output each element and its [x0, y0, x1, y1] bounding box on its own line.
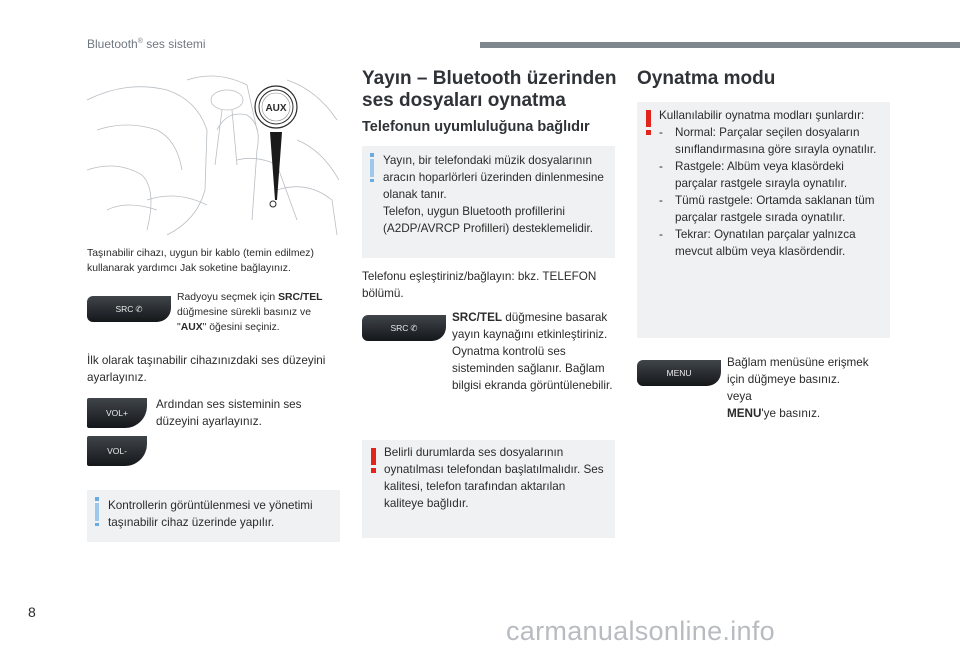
aux-label: AUX [265, 103, 287, 114]
pair-instruction: Telefonu eşleştiriniz/bağlayın: bkz. TELEFON bölümü. [362, 270, 597, 300]
aux-caption: Taşınabilir cihazı, uygun bir kablo (temin edilmez) kullanarak yardımcı Jak soketine bağlayınız. [87, 248, 314, 274]
console-drawing [87, 70, 339, 240]
playback-modes-warning: Kullanılabilir oynatma modları şunlardır: - Normal: Parçalar seçilen dosyaların sınıflandırmasına göre sırayla oynatılır. - Rastgele: Albüm veya klasördeki parçalar rastgele sırayla oynatılır. - Tümü rastgele: Ortamda saklanan tüm parçalar rastgele sırada oynatılır. - Tekrar: Oynatılan parçalar yalnızca mevcut albüm veya klasördendir. [637, 102, 890, 338]
info-note: Kontrollerin görüntülenmesi ve yönetimi taşınabilir cihaz üzerinde yapılır. [87, 490, 340, 542]
page-number: 8 [28, 604, 36, 620]
phone-icon: ✆ [135, 303, 143, 314]
vol-minus-button: VOL- [87, 436, 147, 466]
list-item: - Rastgele: Albüm veya klasördeki parçalar rastgele sırayla oynatılır. [659, 158, 885, 192]
compatibility-subtitle: Telefonun uyumluluğuna bağlıdır [362, 119, 590, 135]
running-header: Bluetooth® ses sistemi [87, 37, 206, 51]
menu-instruction: Bağlam menüsüne erişmek için düğmeye basınız. veya MENU'ye basınız. [727, 356, 869, 420]
info-icon [370, 153, 374, 157]
warning-icon [371, 448, 376, 465]
streaming-warning: Belirli durumlarda ses dosyalarının oynatılması telefondan başlatılmalıdır. Ses kalitesi, telefon tarafından aktarılan kaliteye bağlıdır. [362, 440, 615, 538]
vol-plus-button: VOL+ [87, 398, 147, 428]
warning-icon [646, 110, 651, 127]
watermark: carmanualsonline.info [506, 616, 775, 646]
playback-mode-title: Oynatma modu [637, 68, 776, 89]
aux-socket-illustration [87, 70, 339, 240]
phone-icon: ✆ [410, 322, 418, 333]
header-bar [480, 42, 960, 48]
src-tel-button: SRC ✆ [87, 296, 171, 322]
src-activate-instruction: SRC/TEL düğmesine basarak yayın kaynağını etkinleştiriniz. Oynatma kontrolü ses sisteminden sağlanır. Bağlam bilgisi ekranda görüntülenebilir. [452, 311, 613, 392]
list-item: - Normal: Parçalar seçilen dosyaların sınıflandırmasına göre sırayla oynatılır. [659, 124, 885, 158]
info-icon [95, 497, 99, 501]
vol-instruction: Ardından ses sisteminin ses düzeyini ayarlayınız. [156, 398, 302, 428]
src-instruction: Radyoyu seçmek için SRC/TEL düğmesine sürekli basınız ve "AUX" öğesini seçiniz. [177, 292, 323, 333]
list-item: - Tekrar: Oynatılan parçalar yalnızca mevcut albüm veya klasördendir. [659, 226, 885, 260]
streaming-info-note: Yayın, bir telefondaki müzik dosyalarının aracın hoparlörleri üzerinden dinlenmesine olanak tanır. Telefon, uygun Bluetooth profillerini (A2DP/AVRCP Profilleri) desteklemelidir. [362, 146, 615, 258]
playback-modes-list [659, 124, 885, 260]
menu-button: MENU [637, 360, 721, 386]
list-item: - Tümü rastgele: Ortamda saklanan tüm parçalar rastgele sırada oynatılır. [659, 192, 885, 226]
src-tel-button-2: SRC ✆ [362, 315, 446, 341]
streaming-section-title: Yayın – Bluetooth üzerinden ses dosyaları oynatma [362, 68, 617, 111]
adjust-device-volume: İlk olarak taşınabilir cihazınızdaki ses düzeyini ayarlayınız. [87, 354, 326, 384]
